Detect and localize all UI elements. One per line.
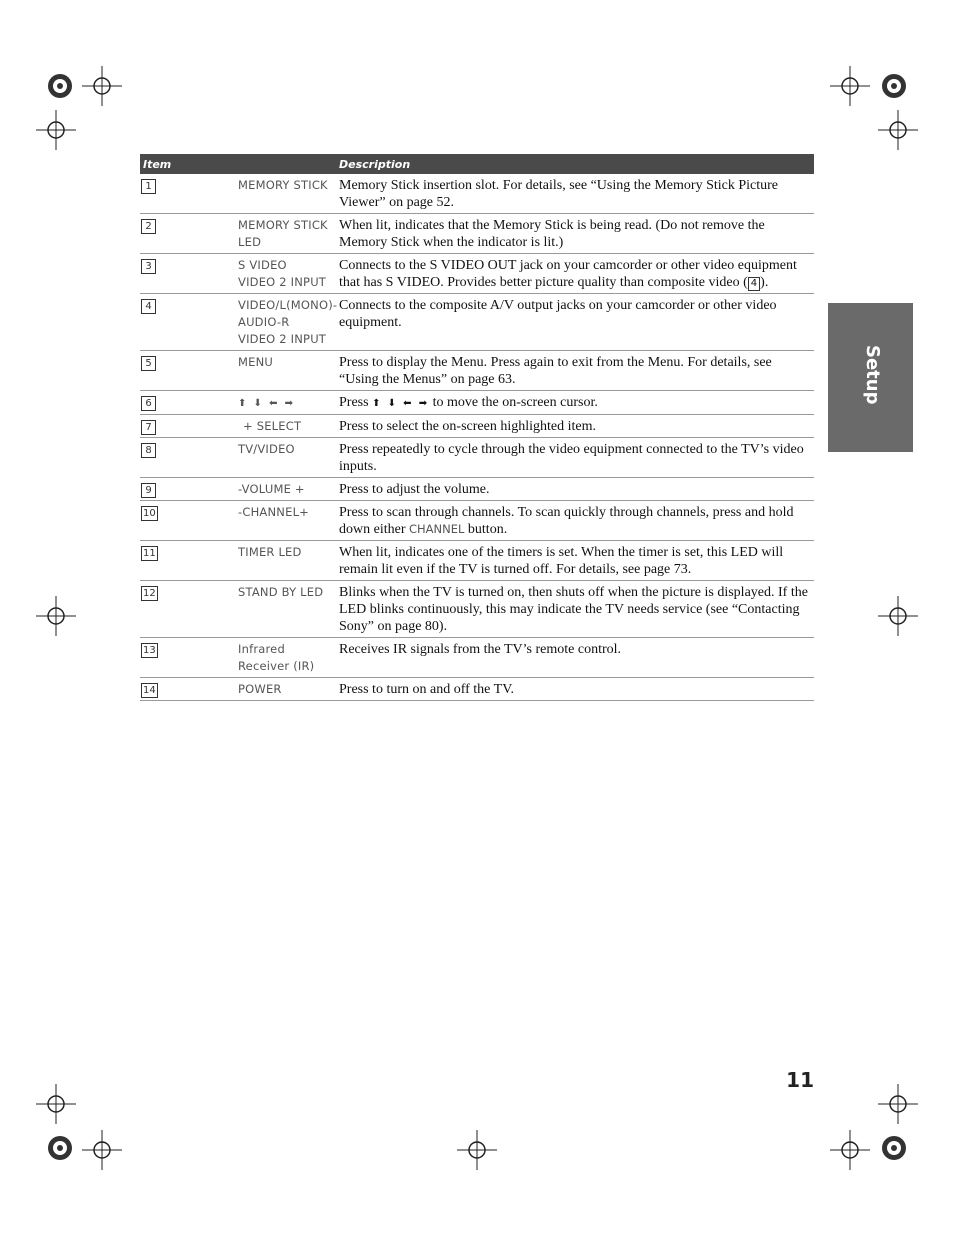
item-description: Blinks when the TV is turned on, then shuts off when the picture is displayed. If the LED blinks continuously, this may indicate the TV needs service (see “Contacting Sony” on page 80). — [336, 581, 814, 638]
registration-mark-bottom-left — [40, 1128, 80, 1168]
table-row — [140, 415, 814, 438]
crosshair-mark-bottom-left — [82, 1130, 122, 1170]
item-number: 9 — [141, 483, 156, 498]
item-description: Connects to the composite A/V output jacks on your camcorder or other video equipment. — [336, 294, 814, 351]
registration-mark-top-left — [40, 66, 80, 106]
item-description: Press ⬆ ⬇ ⬅ ➡ to move the on-screen cursor. — [336, 391, 814, 415]
item-name: TIMER LED — [238, 545, 302, 559]
item-name: Infrared Receiver (IR) — [238, 642, 315, 673]
item-description: Press to turn on and off the TV. — [336, 678, 814, 701]
item-name: + SELECT — [243, 419, 302, 433]
item-description: Press to adjust the volume. — [336, 478, 814, 501]
item-number: 8 — [141, 443, 156, 458]
table-row — [140, 438, 814, 478]
item-name: VIDEO/L(MONO)-AUDIO-R — [238, 298, 338, 329]
item-name-secondary: VIDEO 2 INPUT — [238, 332, 327, 346]
item-description: Press to select the on-screen highlighted item. — [336, 415, 814, 438]
item-description: Press to display the Menu. Press again to exit from the Menu. For details, see “Using the Menus” on page 63. — [336, 351, 814, 391]
table-header-row — [140, 154, 814, 174]
channel-button-label: CHANNEL — [408, 522, 465, 536]
table-row — [140, 294, 814, 351]
item-number: 3 — [141, 259, 156, 274]
item-description: Press repeatedly to cycle through the video equipment connected to the TV’s video inputs. — [336, 438, 814, 478]
registration-mark-bottom-right — [874, 1128, 914, 1168]
table-row — [140, 214, 814, 254]
crosshair-mark-top-right — [830, 66, 870, 106]
item-name: POWER — [238, 682, 282, 696]
crosshair-mark-right-upper — [878, 110, 918, 150]
item-number: 12 — [143, 588, 156, 599]
item-number: 2 — [141, 219, 156, 234]
item-number: 14 — [143, 685, 156, 696]
item-reference-box: 4 — [748, 277, 760, 291]
table-row — [140, 478, 814, 501]
item-number: 11 — [143, 548, 156, 559]
table-row — [140, 254, 814, 294]
item-name: TV/VIDEO — [238, 442, 295, 456]
item-name: MENU — [238, 355, 274, 369]
crosshair-mark-bottom-right — [830, 1130, 870, 1170]
header-description: Description — [336, 154, 814, 174]
item-name: -VOLUME + — [238, 482, 305, 496]
table-row — [140, 501, 814, 541]
item-name-secondary: VIDEO 2 INPUT — [238, 275, 327, 289]
item-number: 7 — [141, 420, 156, 435]
table-row — [140, 638, 814, 678]
item-name: STAND BY LED — [238, 585, 324, 599]
item-name: MEMORY STICK — [238, 178, 328, 192]
item-description: Receives IR signals from the TV’s remote control. — [336, 638, 814, 678]
item-description: When lit, indicates that the Memory Stick is being read. (Do not remove the Memory Stick when the indicator is lit.) — [336, 214, 814, 254]
table-row — [140, 581, 814, 638]
item-number: 4 — [141, 299, 156, 314]
crosshair-mark-top-left — [82, 66, 122, 106]
page-number: 11 — [786, 1068, 814, 1092]
item-name: MEMORY STICK LED — [238, 218, 328, 249]
item-name: -CHANNEL+ — [238, 505, 310, 519]
item-description: Memory Stick insertion slot. For details, see “Using the Memory Stick Picture Viewer” on page 52. — [336, 174, 814, 214]
section-side-tab — [828, 303, 913, 452]
item-number: 5 — [141, 356, 156, 371]
arrow-keys-icon: ⬆ ⬇ ⬅ ➡ — [238, 398, 296, 409]
item-description: Press to scan through channels. To scan quickly through channels, press and hold down either CHANNEL button. — [336, 501, 814, 541]
item-number: 1 — [141, 179, 156, 194]
crosshair-mark-right-middle — [878, 596, 918, 636]
item-name: S VIDEO — [238, 258, 287, 272]
item-description: Connects to the S VIDEO OUT jack on your camcorder or other video equipment that has S VIDEO. Provides better picture quality than composite video ( 4 ). — [336, 254, 814, 294]
crosshair-mark-right-lower — [878, 1084, 918, 1124]
crosshair-mark-bottom-center — [457, 1130, 497, 1170]
item-number: 6 — [141, 396, 156, 411]
section-tab-label: Setup — [862, 345, 883, 405]
table-row — [140, 351, 814, 391]
registration-mark-top-right — [874, 66, 914, 106]
item-number: 10 — [143, 508, 156, 519]
item-number: 13 — [143, 645, 156, 656]
items-table-container — [140, 154, 814, 701]
crosshair-mark-left-middle — [36, 596, 76, 636]
item-description: When lit, indicates one of the timers is set. When the timer is set, this LED will remain lit even if the TV is turned off. For details, see page 73. — [336, 541, 814, 581]
table-row — [140, 391, 814, 415]
table-row — [140, 541, 814, 581]
header-item: Item — [140, 154, 336, 174]
table-row — [140, 678, 814, 701]
items-table — [140, 154, 814, 701]
crosshair-mark-left-upper — [36, 110, 76, 150]
crosshair-mark-left-lower — [36, 1084, 76, 1124]
arrow-keys-icon: ⬆ ⬇ ⬅ ➡ — [372, 398, 430, 409]
table-row — [140, 174, 814, 214]
